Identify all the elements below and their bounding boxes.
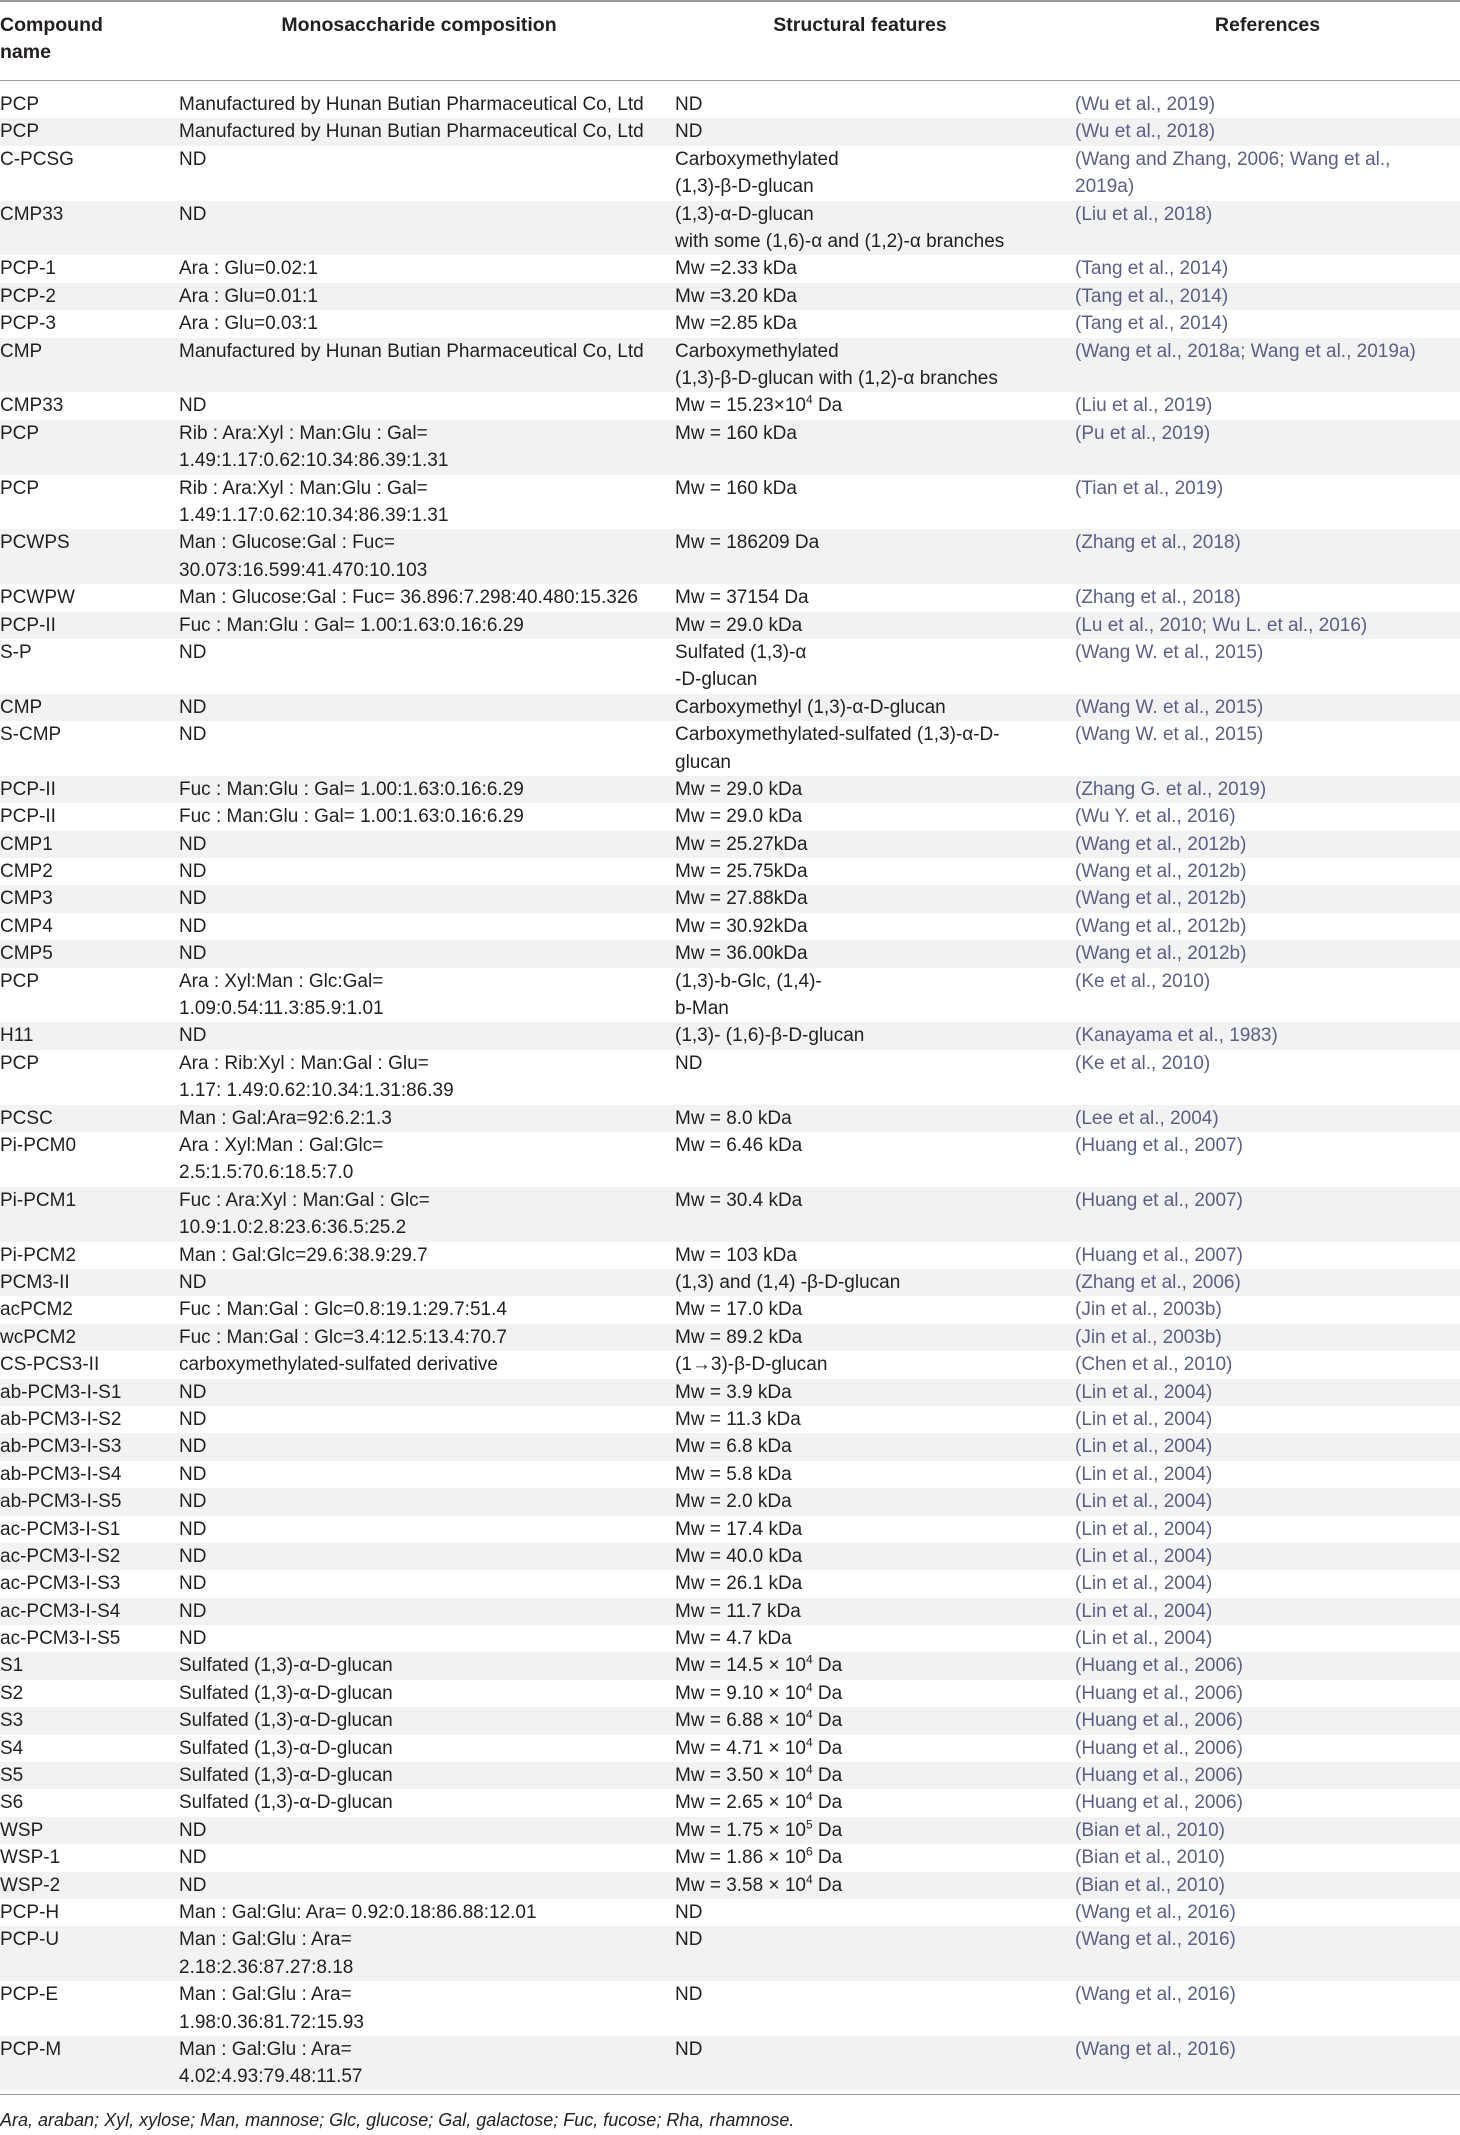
cell-reference: (Huang et al., 2007) [1075, 1189, 1243, 1211]
cell-reference: (Lin et al., 2004) [1075, 1463, 1213, 1485]
cell-structure: Mw = 6.46 kDa [675, 1135, 803, 1156]
table-row [0, 1433, 1460, 1460]
cell-structure: Mw = 26.1 kDa [675, 1573, 803, 1595]
cell-reference: (Lin et al., 2004) [1075, 1436, 1213, 1458]
cell-structure: Sulfated (1,3)-α -D-glucan [675, 641, 807, 691]
cell-compound-name: S-P [0, 641, 32, 663]
table-row [0, 1844, 1460, 1871]
cell-compound-name: CMP2 [0, 861, 53, 883]
table-row [0, 940, 1460, 967]
cell-structure: $Mw = 1.86 \times 10^6$ Da [675, 1844, 843, 1869]
cell-compound-name: CMP [0, 696, 43, 718]
table-row [0, 392, 1460, 419]
cell-compound-name: ab-PCM3-I-S3 [0, 1436, 122, 1458]
cell-compound-name: PCP [0, 477, 40, 499]
header-references: References [1214, 14, 1321, 36]
cell-reference: (Huang et al., 2006) [1075, 1682, 1243, 1704]
cell-compound-name: WSP-2 [0, 1874, 61, 1896]
cell-reference: (Lin et al., 2004) [1075, 1518, 1213, 1540]
cell-structure: $Mw = 1.75 \times 10^5$ Da [675, 1817, 843, 1841]
cell-structure: Carboxymethylated-sulfated (1,3)-α-D- glucan [675, 724, 1000, 773]
cell-composition: Fuc : Man:Gal : Glc=0.8:19.1:29.7:51.4 [179, 1299, 507, 1321]
table-row [0, 639, 1460, 694]
cell-reference: (Ke et al., 2010) [1075, 1052, 1211, 1074]
cell-composition: Fuc : Ara:Xyl : Man:Gal : Glc= 10.9:1.0:2.8:23.6:36.5:25.2 [179, 1189, 430, 1239]
table-row [0, 968, 1460, 1023]
cell-compound-name: H11 [0, 1025, 34, 1047]
cell-composition: ND [179, 1545, 207, 1567]
cell-compound-name: CMP4 [0, 915, 53, 937]
table-row [0, 1680, 1460, 1707]
cell-compound-name: PCP-U [0, 1929, 60, 1951]
cell-composition: Ara : Glu=0.02:1 [179, 258, 318, 280]
table-row [0, 2036, 1460, 2091]
table-row [0, 1981, 1460, 2036]
cell-structure: Mw = 186209 Da [675, 532, 820, 554]
cell-composition: ND [179, 1847, 207, 1869]
cell-reference: (Lin et al., 2004) [1075, 1408, 1213, 1430]
cell-composition: ND [179, 915, 207, 937]
cell-structure: (1,3)-b-Glc, (1,4)- b-Man [675, 970, 822, 1020]
cell-composition: Man : Gal:Glu : Ara= 4.02:4.93:79.48:11.57 [179, 2038, 363, 2088]
cell-reference: (Wang and Zhang, 2006; Wang et al., 2019a) [1075, 148, 1391, 198]
cell-reference: (Huang et al., 2006) [1075, 1792, 1243, 1814]
cell-reference: (Huang et al., 2006) [1075, 1655, 1243, 1677]
cell-composition: ND [179, 943, 207, 965]
cell-structure: $Mw = 3.58 \times 10^4$ Da [675, 1872, 843, 1896]
cell-structure: Mw = 11.3 kDa [675, 1408, 801, 1430]
cell-reference: (Lin et al., 2004) [1075, 1573, 1213, 1595]
cell-structure: Carboxymethylated (1,3)-β-D-glucan with (1,2)-α branches [675, 340, 998, 389]
cell-compound-name: CMP33 [0, 203, 64, 225]
cell-composition: Ara : Glu=0.03:1 [179, 313, 318, 335]
cell-composition: Man : Gal:Ara=92:6.2:1.3 [179, 1107, 392, 1129]
cell-reference: (Wu et al., 2018) [1075, 121, 1216, 143]
cell-reference: (Jin et al., 2003b) [1075, 1299, 1222, 1321]
cell-structure: Mw = 4.7 kDa [675, 1628, 792, 1650]
table-row [0, 1872, 1460, 1899]
cell-structure: Carboxymethylated (1,3)-β-D-glucan [675, 148, 839, 198]
cell-compound-name: Pi-PCM2 [0, 1244, 77, 1266]
cell-compound-name: ab-PCM3-I-S5 [0, 1491, 122, 1513]
table-row [0, 255, 1460, 282]
cell-compound-name: C-PCSG [0, 148, 74, 170]
cell-compound-name: PCP-1 [0, 258, 56, 280]
table-body [0, 81, 1460, 2095]
cell-reference: (Lin et al., 2004) [1075, 1381, 1213, 1403]
cell-compound-name: PCP [0, 121, 40, 143]
cell-compound-name: ac-PCM3-I-S2 [0, 1545, 121, 1567]
cell-structure: $Mw = 15.23\times 10^4$ Da [675, 393, 843, 417]
cell-composition: Rib : Ara:Xyl : Man:Glu : Gal= 1.49:1.17:0.62:10.34:86.39:1.31 [179, 477, 449, 526]
cell-reference: (Ke et al., 2010) [1075, 970, 1211, 992]
cell-structure: Mw =2.33 kDa [675, 258, 797, 280]
cell-compound-name: ac-PCM3-I-S5 [0, 1628, 121, 1650]
cell-reference: (Lin et al., 2004) [1075, 1491, 1213, 1513]
cell-structure: Mw = 17.4 kDa [675, 1518, 803, 1540]
cell-compound-name: CMP5 [0, 943, 53, 965]
table-row [0, 803, 1460, 830]
cell-structure: $Mw = 3.50 \times 10^4$ Da [675, 1762, 843, 1787]
cell-structure: Mw = 89.2 kDa [675, 1326, 803, 1348]
cell-composition: Man : Gal:Glu : Ara= 2.18:2.36:87.27:8.18 [179, 1929, 354, 1978]
cell-compound-name: PCWPW [0, 587, 75, 609]
cell-reference: (Huang et al., 2006) [1075, 1710, 1243, 1732]
cell-composition: Man : Gal:Glc=29.6:38.9:29.7 [179, 1244, 428, 1266]
cell-structure: Mw = 29.0 kDa [675, 806, 803, 828]
cell-composition: ND [179, 641, 207, 663]
cell-structure: $Mw = 9.10 \times 10^4$ Da [675, 1680, 843, 1704]
cell-reference: (Wang et al., 2012b) [1075, 915, 1247, 937]
cell-composition: ND [179, 1491, 207, 1513]
cell-structure: Mw = 3.9 kDa [675, 1381, 792, 1403]
cell-reference: (Lin et al., 2004) [1075, 1600, 1213, 1622]
cell-structure: ND [675, 1052, 703, 1074]
cell-compound-name: ac-PCM3-I-S3 [0, 1573, 121, 1595]
cell-reference: (Huang et al., 2006) [1075, 1765, 1243, 1787]
table-row [0, 1351, 1460, 1378]
cell-reference: (Tian et al., 2019) [1075, 477, 1224, 499]
cell-composition: Fuc : Man:Glu : Gal= 1.00:1.63:0.16:6.29 [179, 614, 524, 636]
cell-reference: (Wang et al., 2012b) [1075, 888, 1247, 910]
table-row [0, 1379, 1460, 1406]
cell-structure: Mw =2.85 kDa [675, 313, 797, 335]
cell-composition: Manufactured by Hunan Butian Pharmaceutical Co, Ltd [179, 121, 644, 143]
cell-compound-name: WSP [0, 1819, 44, 1841]
cell-structure: Mw = 37154 Da [675, 587, 809, 609]
table-row [0, 694, 1460, 721]
cell-compound-name: PCP-II [0, 778, 56, 800]
cell-reference: (Wang W. et al., 2015) [1075, 724, 1264, 746]
cell-compound-name: PCP [0, 970, 40, 992]
table-row [0, 1652, 1460, 1679]
cell-compound-name: S2 [0, 1682, 24, 1704]
cell-composition: ND [179, 1628, 207, 1650]
cell-structure: Mw = 29.0 kDa [675, 778, 803, 800]
cell-compound-name: S1 [0, 1655, 24, 1677]
cell-structure: Mw = 30.4 kDa [675, 1189, 803, 1211]
table-row [0, 1324, 1460, 1351]
table-row [0, 338, 1460, 393]
table-row [0, 1242, 1460, 1269]
cell-structure: Carboxymethyl (1,3)-α-D-glucan [675, 696, 946, 718]
cell-composition: Ara : Rib:Xyl : Man:Gal : Glu= 1.17: 1.49:0.62:10.34:1.31:86.39 [179, 1052, 454, 1102]
table-row [0, 201, 1460, 256]
cell-compound-name: S6 [0, 1792, 24, 1814]
cell-structure: Mw = 2.0 kDa [675, 1491, 792, 1513]
cell-compound-name: ab-PCM3-I-S1 [0, 1381, 122, 1403]
table-row [0, 612, 1460, 639]
cell-structure: Mw = 6.8 kDa [675, 1436, 792, 1458]
cell-reference: (Liu et al., 2018) [1075, 203, 1213, 225]
table-row [0, 1817, 1460, 1844]
cell-structure: $Mw = 2.65 \times 10^4$ Da [675, 1790, 843, 1814]
cell-composition: Sulfated (1,3)-α-D-glucan [179, 1682, 393, 1704]
table-row [0, 91, 1460, 118]
cell-composition: Man : Gal:Glu: Ara= 0.92:0.18:86.88:12.01 [179, 1901, 537, 1923]
cell-reference: (Bian et al., 2010) [1075, 1847, 1225, 1869]
cell-composition: ND [179, 888, 207, 910]
cell-composition: ND [179, 1874, 207, 1896]
cell-reference: (Wang et al., 2016) [1075, 1901, 1236, 1923]
cell-reference: (Zhang et al., 2018) [1075, 532, 1241, 554]
cell-composition: Sulfated (1,3)-α-D-glucan [179, 1655, 393, 1677]
cell-reference: (Wu et al., 2019) [1075, 94, 1216, 115]
cell-structure: Mw = 8.0 kDa [675, 1107, 792, 1129]
cell-reference: (Tang et al., 2014) [1075, 285, 1229, 307]
cell-structure: Mw = 29.0 kDa [675, 614, 803, 636]
cell-reference: (Chen et al., 2010) [1075, 1354, 1233, 1376]
cell-composition: Sulfated (1,3)-α-D-glucan [179, 1737, 393, 1759]
cell-composition: Ara : Glu=0.01:1 [179, 285, 318, 307]
cell-reference: (Pu et al., 2019) [1075, 422, 1211, 444]
cell-composition: ND [179, 395, 207, 417]
cell-structure: (1→3)-β-D-glucan [675, 1354, 828, 1376]
table-row [0, 721, 1460, 776]
cell-compound-name: PCSC [0, 1107, 53, 1129]
cell-composition: ND [179, 1408, 207, 1430]
cell-structure: ND [675, 2038, 703, 2060]
cell-compound-name: PCP-E [0, 1984, 59, 2006]
cell-composition: Fuc : Man:Glu : Gal= 1.00:1.63:0.16:6.29 [179, 778, 524, 800]
cell-reference: (Tang et al., 2014) [1075, 258, 1229, 280]
table-header [0, 0, 1460, 81]
cell-compound-name: PCP-3 [0, 313, 56, 335]
cell-compound-name: S3 [0, 1710, 24, 1732]
cell-compound-name: ab-PCM3-I-S2 [0, 1408, 122, 1430]
table-row [0, 1625, 1460, 1652]
cell-composition: Ara : Xyl:Man : Gal:Glc= 2.5:1.5:70.6:18.5:7.0 [179, 1135, 384, 1184]
cell-composition: ND [179, 1819, 207, 1841]
cell-structure: (1,3)-α-D-glucan with some (1,6)-α and (1,2)-α branches [675, 203, 1005, 252]
table-row [0, 1022, 1460, 1049]
table-row [0, 1543, 1460, 1570]
cell-composition: Fuc : Man:Glu : Gal= 1.00:1.63:0.16:6.29 [179, 806, 524, 828]
cell-reference: (Liu et al., 2019) [1075, 395, 1213, 417]
cell-structure: $Mw = 4.71 \times 10^4$ Da [675, 1735, 843, 1759]
table-row [0, 283, 1460, 310]
cell-compound-name: Pi-PCM1 [0, 1189, 77, 1211]
cell-composition: Sulfated (1,3)-α-D-glucan [179, 1792, 393, 1814]
cell-structure: Mw = 27.88kDa [675, 888, 808, 910]
cell-composition: Manufactured by Hunan Butian Pharmaceutical Co, Ltd [179, 340, 644, 362]
cell-composition: ND [179, 1025, 207, 1047]
table-row [0, 1789, 1460, 1816]
cell-compound-name: S5 [0, 1765, 24, 1787]
table-row [0, 913, 1460, 940]
cell-compound-name: S-CMP [0, 724, 62, 746]
table-row [0, 1926, 1460, 1981]
cell-reference: (Lin et al., 2004) [1075, 1545, 1213, 1567]
cell-composition: ND [179, 696, 207, 718]
table-row [0, 1105, 1460, 1132]
cell-compound-name: PCP-H [0, 1901, 60, 1923]
cell-composition: Man : Gal:Glu : Ara= 1.98:0.36:81.72:15.93 [179, 1984, 364, 2033]
table-row [0, 1899, 1460, 1926]
cell-structure: ND [675, 1929, 703, 1951]
table-row [0, 1488, 1460, 1515]
header-compound-name: Compound name [0, 14, 103, 63]
cell-compound-name: PCP [0, 94, 40, 115]
table-row [0, 1762, 1460, 1789]
cell-composition: ND [179, 148, 207, 170]
cell-reference: (Jin et al., 2003b) [1075, 1326, 1222, 1348]
cell-compound-name: PCP [0, 1052, 40, 1074]
cell-structure: Mw = 160 kDa [675, 477, 797, 499]
cell-compound-name: CMP33 [0, 395, 64, 417]
table-row [0, 1296, 1460, 1323]
cell-structure: ND [675, 1984, 703, 2006]
cell-compound-name: wcPCM2 [0, 1326, 77, 1348]
cell-reference: (Wu Y. et al., 2016) [1075, 806, 1236, 828]
cell-structure: Mw = 17.0 kDa [675, 1299, 803, 1321]
header-structural-features: Structural features [773, 14, 947, 36]
cell-composition: Sulfated (1,3)-α-D-glucan [179, 1765, 393, 1787]
cell-reference: (Wang W. et al., 2015) [1075, 641, 1264, 663]
cell-compound-name: PCWPS [0, 532, 70, 554]
cell-reference: (Zhang et al., 2006) [1075, 1271, 1241, 1293]
cell-structure: Mw =3.20 kDa [675, 285, 797, 307]
cell-structure: Mw = 36.00kDa [675, 943, 808, 965]
cell-reference: (Wang et al., 2012b) [1075, 943, 1247, 965]
cell-reference: (Wang et al., 2012b) [1075, 833, 1247, 855]
table-row [0, 1461, 1460, 1488]
cell-compound-name: PCP-II [0, 806, 56, 828]
cell-compound-name: CS-PCS3-II [0, 1354, 100, 1376]
cell-reference: (Bian et al., 2010) [1075, 1874, 1225, 1896]
table-footnote: Ara, araban; Xyl, xylose; Man, mannose; Glc, glucose; Gal, galactose; Fuc, fucose; Rha, rhamnose. [0, 2110, 795, 2130]
cell-reference: (Wang W. et al., 2015) [1075, 696, 1264, 718]
table-row [0, 1570, 1460, 1597]
cell-composition: ND [179, 1573, 207, 1595]
cell-composition: ND [179, 203, 207, 225]
cell-composition: Sulfated (1,3)-α-D-glucan [179, 1710, 393, 1732]
table-row [0, 1516, 1460, 1543]
cell-structure: Mw = 40.0 kDa [675, 1545, 803, 1567]
cell-structure: ND [675, 94, 703, 115]
cell-structure: Mw = 30.92kDa [675, 915, 808, 937]
cell-composition: ND [179, 833, 207, 855]
cell-structure: Mw = 160 kDa [675, 422, 797, 444]
cell-structure: $Mw = 6.88 \times 10^4$ Da [675, 1707, 843, 1732]
cell-structure: $Mw = 14.5 \times 10^4$ Da [675, 1653, 843, 1677]
cell-composition: carboxymethylated-sulfated derivative [179, 1354, 498, 1376]
cell-compound-name: PCP-M [0, 2038, 62, 2060]
cell-reference: (Lin et al., 2004) [1075, 1628, 1213, 1650]
cell-composition: ND [179, 724, 207, 746]
cell-compound-name: ab-PCM3-I-S4 [0, 1463, 122, 1485]
cell-reference: (Zhang G. et al., 2019) [1075, 778, 1267, 800]
table-row [0, 118, 1460, 145]
cell-compound-name: CMP [0, 340, 43, 362]
cell-compound-name: PCP-2 [0, 285, 56, 307]
cell-reference: (Wang et al., 2016) [1075, 2038, 1236, 2060]
cell-reference: (Lu et al., 2010; Wu L. et al., 2016) [1075, 614, 1368, 636]
cell-composition: ND [179, 1381, 207, 1403]
cell-compound-name: CMP1 [0, 833, 53, 855]
table-row [0, 420, 1460, 475]
cell-structure: (1,3)- (1,6)-β-D-glucan [675, 1025, 865, 1047]
table-row [0, 584, 1460, 611]
table-row [0, 1132, 1460, 1187]
cell-reference: (Tang et al., 2014) [1075, 313, 1229, 335]
cell-compound-name: PCM3-II [0, 1271, 70, 1293]
header-monosaccharide-composition: Monosaccharide composition [281, 14, 557, 36]
cell-compound-name: WSP-1 [0, 1847, 61, 1869]
cell-structure: Mw = 5.8 kDa [675, 1463, 792, 1485]
table-row [0, 831, 1460, 858]
cell-reference: (Bian et al., 2010) [1075, 1819, 1225, 1841]
table-row [0, 1269, 1460, 1296]
cell-reference: (Huang et al., 2006) [1075, 1737, 1243, 1759]
cell-reference: (Wang et al., 2016) [1075, 1984, 1236, 2006]
table-row [0, 310, 1460, 337]
cell-compound-name: S4 [0, 1737, 24, 1759]
cell-reference: (Wang et al., 2016) [1075, 1929, 1236, 1951]
cell-structure: Mw = 25.75kDa [675, 861, 808, 883]
cell-compound-name: PCP-II [0, 614, 56, 636]
cell-structure: Mw = 25.27kDa [675, 833, 808, 855]
cell-reference: (Huang et al., 2007) [1075, 1135, 1243, 1156]
cell-reference: (Wang et al., 2012b) [1075, 861, 1247, 883]
table-row [0, 776, 1460, 803]
table-row [0, 858, 1460, 885]
cell-composition: ND [179, 1463, 207, 1485]
table-row [0, 1050, 1460, 1105]
cell-structure: ND [675, 1901, 703, 1923]
cell-composition: ND [179, 1436, 207, 1458]
table-row [0, 146, 1460, 201]
cell-composition: Manufactured by Hunan Butian Pharmaceutical Co, Ltd [179, 94, 644, 115]
cell-composition: ND [179, 1600, 207, 1622]
cell-compound-name: ac-PCM3-I-S1 [0, 1518, 121, 1540]
cell-structure: ND [675, 121, 703, 143]
cell-reference: (Wang et al., 2018a; Wang et al., 2019a) [1075, 340, 1416, 362]
cell-compound-name: CMP3 [0, 888, 53, 910]
cell-reference: (Zhang et al., 2018) [1075, 587, 1241, 609]
cell-composition: ND [179, 1271, 207, 1293]
cell-composition: ND [179, 861, 207, 883]
table-row [0, 1735, 1460, 1762]
table-row [0, 1598, 1460, 1625]
cell-compound-name: acPCM2 [0, 1299, 73, 1321]
cell-structure: (1,3) and (1,4) -β-D-glucan [675, 1271, 901, 1293]
cell-compound-name: ac-PCM3-I-S4 [0, 1600, 121, 1622]
cell-composition: Rib : Ara:Xyl : Man:Glu : Gal= 1.49:1.17:0.62:10.34:86.39:1.31 [179, 422, 449, 472]
cell-structure: Mw = 11.7 kDa [675, 1600, 801, 1622]
table-row [0, 1707, 1460, 1734]
cell-composition: Ara : Xyl:Man : Glc:Gal= 1.09:0.54:11.3:85.9:1.01 [179, 970, 384, 1020]
cell-composition: Man : Glucose:Gal : Fuc= 30.073:16.599:41.470:10.103 [179, 532, 428, 581]
cell-composition: Man : Glucose:Gal : Fuc= 36.896:7.298:40.480:15.326 [179, 587, 638, 609]
cell-composition: Fuc : Man:Gal : Glc=3.4:12.5:13.4:70.7 [179, 1326, 507, 1348]
cell-reference: (Lee et al., 2004) [1075, 1107, 1219, 1129]
table-row [0, 1406, 1460, 1433]
cell-compound-name: PCP [0, 422, 40, 444]
table-row [0, 1187, 1460, 1242]
table-row [0, 529, 1460, 584]
cell-compound-name: Pi-PCM0 [0, 1135, 77, 1156]
cell-reference: (Kanayama et al., 1983) [1075, 1025, 1278, 1047]
table-row [0, 475, 1460, 530]
table-row [0, 885, 1460, 912]
cell-reference: (Huang et al., 2007) [1075, 1244, 1243, 1266]
cell-structure: Mw = 103 kDa [675, 1244, 797, 1266]
cell-composition: ND [179, 1518, 207, 1540]
